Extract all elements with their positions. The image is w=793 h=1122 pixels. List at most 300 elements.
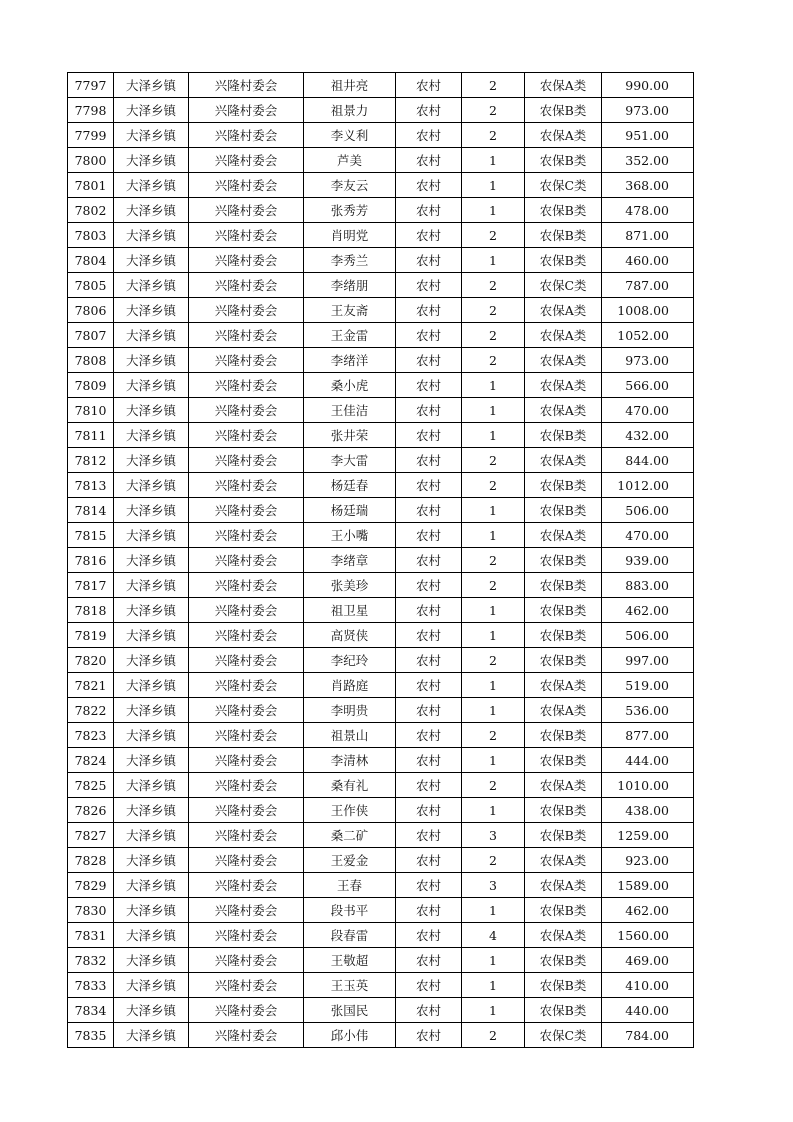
family-size-cell: 1 [462, 398, 525, 423]
village-committee-cell: 兴隆村委会 [189, 98, 304, 123]
amount-cell: 787.00 [602, 273, 694, 298]
insurance-category-cell: 农保B类 [525, 98, 602, 123]
insurance-category-cell: 农保B类 [525, 898, 602, 923]
household-type-cell: 农村 [396, 273, 462, 298]
household-type-cell: 农村 [396, 373, 462, 398]
table-row [68, 973, 694, 998]
household-type-cell: 农村 [396, 98, 462, 123]
row-number-cell: 7832 [68, 948, 114, 973]
person-name-cell: 肖明党 [304, 223, 396, 248]
township-cell: 大泽乡镇 [114, 223, 189, 248]
amount-cell: 519.00 [602, 673, 694, 698]
family-size-cell: 2 [462, 323, 525, 348]
family-size-cell: 2 [462, 648, 525, 673]
township-cell: 大泽乡镇 [114, 73, 189, 98]
township-cell: 大泽乡镇 [114, 498, 189, 523]
township-cell: 大泽乡镇 [114, 598, 189, 623]
insurance-category-cell: 农保B类 [525, 648, 602, 673]
person-name-cell: 王佳洁 [304, 398, 396, 423]
person-name-cell: 张美珍 [304, 573, 396, 598]
row-number-cell: 7797 [68, 73, 114, 98]
township-cell: 大泽乡镇 [114, 673, 189, 698]
row-number-cell: 7828 [68, 848, 114, 873]
township-cell: 大泽乡镇 [114, 173, 189, 198]
household-type-cell: 农村 [396, 973, 462, 998]
household-type-cell: 农村 [396, 923, 462, 948]
table-row [68, 123, 694, 148]
family-size-cell: 2 [462, 273, 525, 298]
row-number-cell: 7820 [68, 648, 114, 673]
household-type-cell: 农村 [396, 998, 462, 1023]
family-size-cell: 1 [462, 523, 525, 548]
insurance-category-cell: 农保B类 [525, 723, 602, 748]
township-cell: 大泽乡镇 [114, 973, 189, 998]
amount-cell: 951.00 [602, 123, 694, 148]
amount-cell: 1589.00 [602, 873, 694, 898]
table-row [68, 698, 694, 723]
table-row [68, 798, 694, 823]
person-name-cell: 祖井亮 [304, 73, 396, 98]
person-name-cell: 段春雷 [304, 923, 396, 948]
township-cell: 大泽乡镇 [114, 798, 189, 823]
township-cell: 大泽乡镇 [114, 923, 189, 948]
village-committee-cell: 兴隆村委会 [189, 248, 304, 273]
township-cell: 大泽乡镇 [114, 573, 189, 598]
person-name-cell: 王作侠 [304, 798, 396, 823]
amount-cell: 469.00 [602, 948, 694, 973]
village-committee-cell: 兴隆村委会 [189, 573, 304, 598]
table-row [68, 248, 694, 273]
household-type-cell: 农村 [396, 773, 462, 798]
amount-cell: 923.00 [602, 848, 694, 873]
table-row [68, 423, 694, 448]
village-committee-cell: 兴隆村委会 [189, 448, 304, 473]
village-committee-cell: 兴隆村委会 [189, 923, 304, 948]
amount-cell: 438.00 [602, 798, 694, 823]
township-cell: 大泽乡镇 [114, 823, 189, 848]
village-committee-cell: 兴隆村委会 [189, 1023, 304, 1048]
township-cell: 大泽乡镇 [114, 723, 189, 748]
household-type-cell: 农村 [396, 673, 462, 698]
insurance-category-cell: 农保A类 [525, 698, 602, 723]
amount-cell: 444.00 [602, 748, 694, 773]
person-name-cell: 杨廷春 [304, 473, 396, 498]
insurance-category-cell: 农保B类 [525, 998, 602, 1023]
village-committee-cell: 兴隆村委会 [189, 523, 304, 548]
insurance-category-cell: 农保A类 [525, 923, 602, 948]
table-row [68, 498, 694, 523]
table-row [68, 173, 694, 198]
family-size-cell: 1 [462, 498, 525, 523]
village-committee-cell: 兴隆村委会 [189, 798, 304, 823]
table-row [68, 573, 694, 598]
township-cell: 大泽乡镇 [114, 773, 189, 798]
township-cell: 大泽乡镇 [114, 698, 189, 723]
family-size-cell: 1 [462, 798, 525, 823]
township-cell: 大泽乡镇 [114, 148, 189, 173]
row-number-cell: 7804 [68, 248, 114, 273]
township-cell: 大泽乡镇 [114, 473, 189, 498]
village-committee-cell: 兴隆村委会 [189, 748, 304, 773]
village-committee-cell: 兴隆村委会 [189, 223, 304, 248]
township-cell: 大泽乡镇 [114, 748, 189, 773]
amount-cell: 1012.00 [602, 473, 694, 498]
person-name-cell: 王金雷 [304, 323, 396, 348]
family-size-cell: 2 [462, 473, 525, 498]
amount-cell: 462.00 [602, 898, 694, 923]
insurance-category-cell: 农保A类 [525, 373, 602, 398]
village-committee-cell: 兴隆村委会 [189, 73, 304, 98]
household-type-cell: 农村 [396, 648, 462, 673]
table-row [68, 748, 694, 773]
table-row [68, 598, 694, 623]
amount-cell: 432.00 [602, 423, 694, 448]
family-size-cell: 2 [462, 723, 525, 748]
row-number-cell: 7802 [68, 198, 114, 223]
insurance-category-cell: 农保A类 [525, 773, 602, 798]
village-committee-cell: 兴隆村委会 [189, 723, 304, 748]
insurance-category-cell: 农保A类 [525, 298, 602, 323]
row-number-cell: 7815 [68, 523, 114, 548]
village-committee-cell: 兴隆村委会 [189, 198, 304, 223]
table-row [68, 873, 694, 898]
table-row [68, 448, 694, 473]
township-cell: 大泽乡镇 [114, 548, 189, 573]
village-committee-cell: 兴隆村委会 [189, 273, 304, 298]
row-number-cell: 7817 [68, 573, 114, 598]
amount-cell: 410.00 [602, 973, 694, 998]
table-row [68, 373, 694, 398]
amount-cell: 566.00 [602, 373, 694, 398]
insurance-category-cell: 农保C类 [525, 1023, 602, 1048]
family-size-cell: 1 [462, 673, 525, 698]
table-body [68, 73, 694, 1048]
family-size-cell: 1 [462, 948, 525, 973]
family-size-cell: 1 [462, 173, 525, 198]
table-row [68, 73, 694, 98]
township-cell: 大泽乡镇 [114, 123, 189, 148]
family-size-cell: 2 [462, 73, 525, 98]
family-size-cell: 1 [462, 998, 525, 1023]
insurance-category-cell: 农保B类 [525, 973, 602, 998]
household-type-cell: 农村 [396, 448, 462, 473]
person-name-cell: 张国民 [304, 998, 396, 1023]
township-cell: 大泽乡镇 [114, 323, 189, 348]
village-committee-cell: 兴隆村委会 [189, 598, 304, 623]
household-type-cell: 农村 [396, 248, 462, 273]
insurance-category-cell: 农保A类 [525, 398, 602, 423]
person-name-cell: 李绪章 [304, 548, 396, 573]
family-size-cell: 2 [462, 98, 525, 123]
table-row [68, 548, 694, 573]
amount-cell: 470.00 [602, 523, 694, 548]
village-committee-cell: 兴隆村委会 [189, 148, 304, 173]
table-row [68, 98, 694, 123]
row-number-cell: 7819 [68, 623, 114, 648]
person-name-cell: 段书平 [304, 898, 396, 923]
village-committee-cell: 兴隆村委会 [189, 173, 304, 198]
amount-cell: 883.00 [602, 573, 694, 598]
amount-cell: 506.00 [602, 498, 694, 523]
table-row [68, 773, 694, 798]
village-committee-cell: 兴隆村委会 [189, 498, 304, 523]
village-committee-cell: 兴隆村委会 [189, 898, 304, 923]
village-committee-cell: 兴隆村委会 [189, 698, 304, 723]
person-name-cell: 李友云 [304, 173, 396, 198]
insurance-category-cell: 农保B类 [525, 748, 602, 773]
row-number-cell: 7800 [68, 148, 114, 173]
insurance-category-cell: 农保B类 [525, 623, 602, 648]
table-row [68, 723, 694, 748]
row-number-cell: 7823 [68, 723, 114, 748]
village-committee-cell: 兴隆村委会 [189, 348, 304, 373]
insurance-category-cell: 农保C类 [525, 173, 602, 198]
amount-cell: 462.00 [602, 598, 694, 623]
household-type-cell: 农村 [396, 1023, 462, 1048]
person-name-cell: 王敬超 [304, 948, 396, 973]
table-row [68, 273, 694, 298]
township-cell: 大泽乡镇 [114, 1023, 189, 1048]
household-type-cell: 农村 [396, 298, 462, 323]
insurance-category-cell: 农保B类 [525, 598, 602, 623]
township-cell: 大泽乡镇 [114, 298, 189, 323]
amount-cell: 506.00 [602, 623, 694, 648]
table-row [68, 323, 694, 348]
person-name-cell: 李绪朋 [304, 273, 396, 298]
row-number-cell: 7808 [68, 348, 114, 373]
insurance-category-cell: 农保A类 [525, 123, 602, 148]
household-type-cell: 农村 [396, 473, 462, 498]
row-number-cell: 7812 [68, 448, 114, 473]
insurance-category-cell: 农保B类 [525, 223, 602, 248]
township-cell: 大泽乡镇 [114, 373, 189, 398]
insurance-category-cell: 农保B类 [525, 248, 602, 273]
person-name-cell: 杨廷瑞 [304, 498, 396, 523]
township-cell: 大泽乡镇 [114, 273, 189, 298]
insurance-category-cell: 农保B类 [525, 548, 602, 573]
amount-cell: 536.00 [602, 698, 694, 723]
table-row [68, 948, 694, 973]
insurance-category-cell: 农保B类 [525, 948, 602, 973]
household-type-cell: 农村 [396, 623, 462, 648]
table-row [68, 348, 694, 373]
amount-cell: 973.00 [602, 348, 694, 373]
household-type-cell: 农村 [396, 948, 462, 973]
village-committee-cell: 兴隆村委会 [189, 398, 304, 423]
person-name-cell: 王玉英 [304, 973, 396, 998]
row-number-cell: 7813 [68, 473, 114, 498]
person-name-cell: 芦美 [304, 148, 396, 173]
household-type-cell: 农村 [396, 348, 462, 373]
amount-cell: 990.00 [602, 73, 694, 98]
amount-cell: 460.00 [602, 248, 694, 273]
table-row [68, 848, 694, 873]
household-type-cell: 农村 [396, 748, 462, 773]
township-cell: 大泽乡镇 [114, 873, 189, 898]
row-number-cell: 7810 [68, 398, 114, 423]
household-type-cell: 农村 [396, 723, 462, 748]
household-type-cell: 农村 [396, 323, 462, 348]
village-committee-cell: 兴隆村委会 [189, 473, 304, 498]
family-size-cell: 2 [462, 848, 525, 873]
family-size-cell: 1 [462, 698, 525, 723]
row-number-cell: 7834 [68, 998, 114, 1023]
family-size-cell: 2 [462, 548, 525, 573]
family-size-cell: 2 [462, 123, 525, 148]
family-size-cell: 3 [462, 873, 525, 898]
row-number-cell: 7822 [68, 698, 114, 723]
family-size-cell: 4 [462, 923, 525, 948]
person-name-cell: 王爱金 [304, 848, 396, 873]
household-type-cell: 农村 [396, 198, 462, 223]
family-size-cell: 3 [462, 823, 525, 848]
family-size-cell: 1 [462, 373, 525, 398]
person-name-cell: 王春 [304, 873, 396, 898]
village-committee-cell: 兴隆村委会 [189, 998, 304, 1023]
row-number-cell: 7805 [68, 273, 114, 298]
village-committee-cell: 兴隆村委会 [189, 298, 304, 323]
household-type-cell: 农村 [396, 498, 462, 523]
village-committee-cell: 兴隆村委会 [189, 848, 304, 873]
family-size-cell: 1 [462, 248, 525, 273]
person-name-cell: 祖卫星 [304, 598, 396, 623]
family-size-cell: 1 [462, 973, 525, 998]
family-size-cell: 1 [462, 198, 525, 223]
household-type-cell: 农村 [396, 898, 462, 923]
row-number-cell: 7814 [68, 498, 114, 523]
row-number-cell: 7830 [68, 898, 114, 923]
family-size-cell: 1 [462, 748, 525, 773]
township-cell: 大泽乡镇 [114, 448, 189, 473]
person-name-cell: 李大雷 [304, 448, 396, 473]
township-cell: 大泽乡镇 [114, 848, 189, 873]
amount-cell: 939.00 [602, 548, 694, 573]
person-name-cell: 王友斋 [304, 298, 396, 323]
person-name-cell: 桑小虎 [304, 373, 396, 398]
table-row [68, 923, 694, 948]
village-committee-cell: 兴隆村委会 [189, 948, 304, 973]
village-committee-cell: 兴隆村委会 [189, 673, 304, 698]
amount-cell: 844.00 [602, 448, 694, 473]
family-size-cell: 2 [462, 1023, 525, 1048]
village-committee-cell: 兴隆村委会 [189, 423, 304, 448]
person-name-cell: 张井荣 [304, 423, 396, 448]
person-name-cell: 桑二矿 [304, 823, 396, 848]
table-row [68, 823, 694, 848]
household-type-cell: 农村 [396, 573, 462, 598]
person-name-cell: 李明贵 [304, 698, 396, 723]
person-name-cell: 李纪玲 [304, 648, 396, 673]
amount-cell: 1008.00 [602, 298, 694, 323]
village-committee-cell: 兴隆村委会 [189, 123, 304, 148]
row-number-cell: 7816 [68, 548, 114, 573]
person-name-cell: 王小嘴 [304, 523, 396, 548]
family-size-cell: 1 [462, 898, 525, 923]
township-cell: 大泽乡镇 [114, 623, 189, 648]
township-cell: 大泽乡镇 [114, 898, 189, 923]
amount-cell: 871.00 [602, 223, 694, 248]
family-size-cell: 1 [462, 423, 525, 448]
person-name-cell: 张秀芳 [304, 198, 396, 223]
person-name-cell: 桑有礼 [304, 773, 396, 798]
insurance-category-cell: 农保A类 [525, 323, 602, 348]
row-number-cell: 7809 [68, 373, 114, 398]
amount-cell: 440.00 [602, 998, 694, 1023]
row-number-cell: 7833 [68, 973, 114, 998]
family-size-cell: 2 [462, 298, 525, 323]
row-number-cell: 7821 [68, 673, 114, 698]
insurance-category-cell: 农保A类 [525, 348, 602, 373]
amount-cell: 1010.00 [602, 773, 694, 798]
amount-cell: 997.00 [602, 648, 694, 673]
insurance-category-cell: 农保B类 [525, 473, 602, 498]
insurance-category-cell: 农保B类 [525, 823, 602, 848]
person-name-cell: 祖景力 [304, 98, 396, 123]
row-number-cell: 7799 [68, 123, 114, 148]
person-name-cell: 高贤侠 [304, 623, 396, 648]
table-row [68, 223, 694, 248]
village-committee-cell: 兴隆村委会 [189, 973, 304, 998]
amount-cell: 784.00 [602, 1023, 694, 1048]
amount-cell: 877.00 [602, 723, 694, 748]
village-committee-cell: 兴隆村委会 [189, 648, 304, 673]
township-cell: 大泽乡镇 [114, 348, 189, 373]
table-row [68, 473, 694, 498]
township-cell: 大泽乡镇 [114, 648, 189, 673]
family-size-cell: 2 [462, 773, 525, 798]
household-type-cell: 农村 [396, 148, 462, 173]
insurance-category-cell: 农保A类 [525, 73, 602, 98]
insurance-category-cell: 农保B类 [525, 573, 602, 598]
row-number-cell: 7807 [68, 323, 114, 348]
row-number-cell: 7831 [68, 923, 114, 948]
amount-cell: 352.00 [602, 148, 694, 173]
household-type-cell: 农村 [396, 173, 462, 198]
table-row [68, 998, 694, 1023]
table-row [68, 623, 694, 648]
township-cell: 大泽乡镇 [114, 98, 189, 123]
family-size-cell: 2 [462, 348, 525, 373]
insurance-category-cell: 农保B类 [525, 148, 602, 173]
table-row [68, 398, 694, 423]
row-number-cell: 7835 [68, 1023, 114, 1048]
township-cell: 大泽乡镇 [114, 948, 189, 973]
township-cell: 大泽乡镇 [114, 248, 189, 273]
amount-cell: 368.00 [602, 173, 694, 198]
insurance-category-cell: 农保C类 [525, 273, 602, 298]
amount-cell: 1560.00 [602, 923, 694, 948]
table-row [68, 148, 694, 173]
village-committee-cell: 兴隆村委会 [189, 373, 304, 398]
table-row [68, 298, 694, 323]
township-cell: 大泽乡镇 [114, 998, 189, 1023]
insurance-category-cell: 农保A类 [525, 523, 602, 548]
row-number-cell: 7827 [68, 823, 114, 848]
township-cell: 大泽乡镇 [114, 198, 189, 223]
household-type-cell: 农村 [396, 698, 462, 723]
village-committee-cell: 兴隆村委会 [189, 773, 304, 798]
township-cell: 大泽乡镇 [114, 398, 189, 423]
family-size-cell: 1 [462, 148, 525, 173]
person-name-cell: 李绪洋 [304, 348, 396, 373]
table-row [68, 648, 694, 673]
insurance-category-cell: 农保A类 [525, 848, 602, 873]
person-name-cell: 李秀兰 [304, 248, 396, 273]
family-size-cell: 1 [462, 598, 525, 623]
household-type-cell: 农村 [396, 423, 462, 448]
family-size-cell: 2 [462, 223, 525, 248]
insurance-category-cell: 农保A类 [525, 448, 602, 473]
